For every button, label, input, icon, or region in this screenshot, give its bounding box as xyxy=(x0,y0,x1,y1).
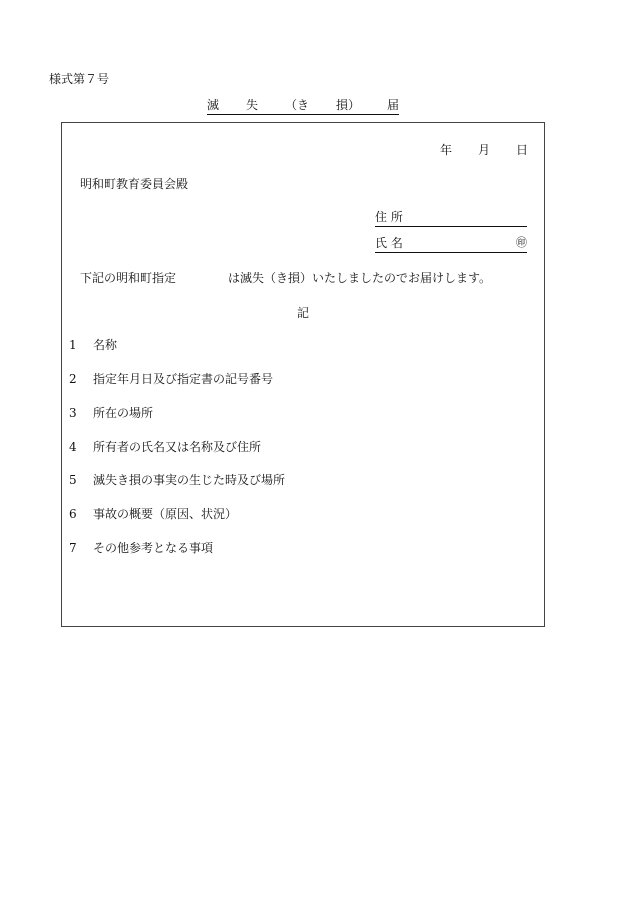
date-day: 日 xyxy=(515,143,528,157)
title-char: 失 xyxy=(245,98,258,112)
ki-heading: 記 xyxy=(297,306,310,320)
item-number: 3 xyxy=(69,406,77,420)
item-label: 指定年月日及び指定書の記号番号 xyxy=(93,372,274,386)
item-number: 6 xyxy=(69,507,77,521)
name-label: 氏 名 xyxy=(375,236,403,250)
list-item xyxy=(69,404,153,421)
addressee: 明和町教育委員会殿 xyxy=(80,177,189,191)
title-char: （き xyxy=(284,98,309,112)
item-number: 5 xyxy=(69,473,77,487)
item-label: 事故の概要（原因、状況） xyxy=(93,507,238,521)
item-number: 4 xyxy=(69,440,77,454)
list-item xyxy=(69,471,285,488)
title-char: 届 xyxy=(386,98,399,112)
date-month: 月 xyxy=(477,143,490,157)
item-number: 1 xyxy=(69,338,77,352)
list-item xyxy=(69,438,261,455)
seal-mark: ㊞ xyxy=(516,236,527,249)
form-number: 様式第７号 xyxy=(49,72,110,86)
address-field[interactable] xyxy=(375,208,527,227)
title-char: 損） xyxy=(335,98,360,112)
title-char: 滅 xyxy=(207,98,220,112)
item-number: 2 xyxy=(69,372,77,386)
statement-part2: は滅失（き損）いたしましたのでお届けします。 xyxy=(228,271,492,285)
item-number: 7 xyxy=(69,541,77,555)
date-year: 年 xyxy=(440,143,453,157)
statement xyxy=(80,269,491,286)
list-item xyxy=(69,370,273,387)
list-item xyxy=(69,539,213,556)
item-label: その他参考となる事項 xyxy=(93,541,214,555)
list-item xyxy=(69,336,117,353)
name-field[interactable] xyxy=(375,234,527,253)
form-box xyxy=(61,122,545,627)
item-label: 滅失き損の事実の生じた時及び場所 xyxy=(93,473,286,487)
item-label: 所有者の氏名又は名称及び住所 xyxy=(93,440,262,454)
item-label: 名称 xyxy=(93,338,118,352)
date-line xyxy=(440,141,528,158)
item-label: 所在の場所 xyxy=(93,406,154,420)
document-title xyxy=(207,96,399,115)
list-item xyxy=(69,505,237,522)
address-label: 住 所 xyxy=(375,210,403,224)
statement-part1: 下記の明和町指定 xyxy=(80,271,177,285)
